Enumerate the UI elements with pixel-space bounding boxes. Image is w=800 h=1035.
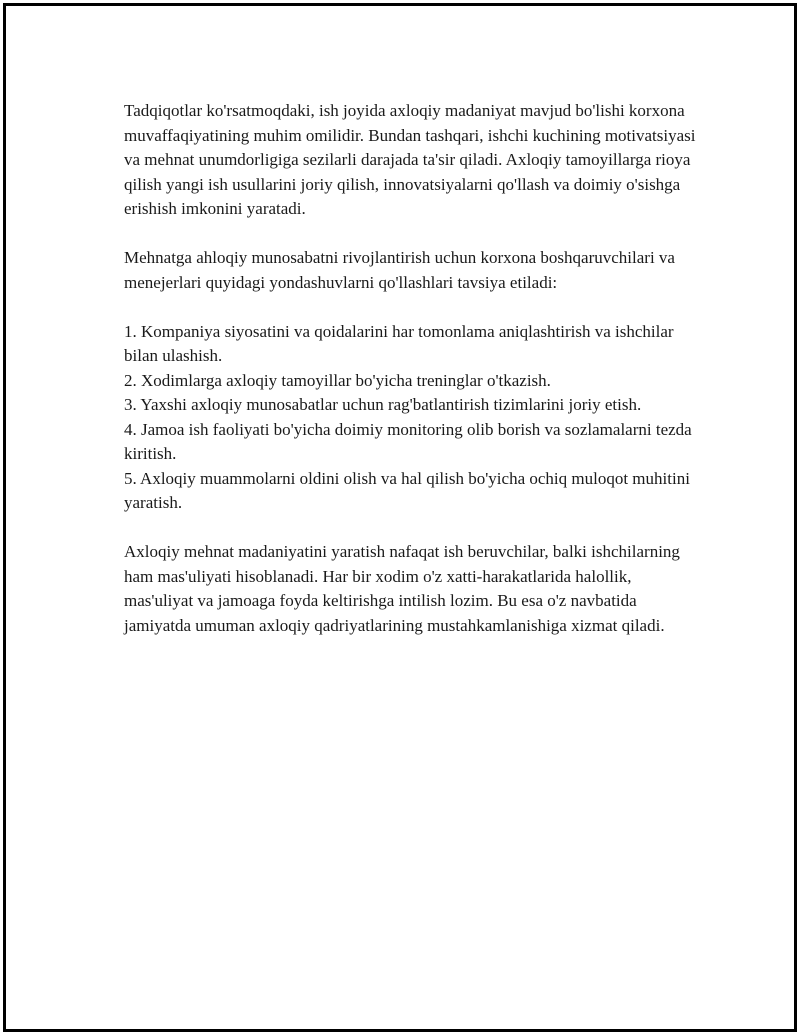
list-item: 4. Jamoa ish faoliyati bo'yicha doimiy monitoring olib borish va sozlamalarni tezda kiritish. (124, 419, 692, 463)
paragraph-closing: Axloqiy mehnat madaniyatini yaratish nafaqat ish beruvchilar, balki ishchilarning ham mas'uliyati hisoblanadi. Har bir xodim o'z xatti-harakatlarida halollik, mas'uliyat va jamoaga foyda keltirishga intilish lozim. Bu esa o'z navbatida jamiyatda umuman axloqiy qadriyatlarining mustahkamlanishiga xizmat qiladi. (124, 542, 680, 635)
list-item: 3. Yaxshi axloqiy munosabatlar uchun rag'batlantirish tizimlarini joriy etish. (124, 395, 642, 414)
paragraph-intro: Tadqiqotlar ko'rsatmoqdaki, ish joyida axloqiy madaniyat mavjud bo'lishi korxona muvaffaqiyatining muhim omilidir. Bundan tashqari, ishchi kuchining motivatsiyasi va mehnat unumdorligiga sezilarli darajada ta'sir qiladi. Axloqiy tamoyillarga rioya qilish yangi ish usullarini joriy qilish, innovatsiyalarni qo'llash va doimiy o'sishga erishish imkonini yaratadi. (124, 101, 696, 218)
paragraph-recommendation: Mehnatga ahloqiy munosabatni rivojlantirish uchun korxona boshqaruvchilari va menejerlari quyidagi yondashuvlarni qo'llashlari tavsiya etiladi: (124, 248, 675, 292)
list-item: 5. Axloqiy muammolarni oldini olish va hal qilish bo'yicha ochiq muloqot muhitini yaratish. (124, 468, 690, 512)
page-frame (3, 3, 797, 1032)
recommendation-list (124, 320, 704, 516)
list-item: 2. Xodimlarga axloqiy tamoyillar bo'yicha treninglar o'tkazish. (124, 370, 551, 390)
list-item: 1. Kompaniya siyosatini va qoidalarini har tomonlama aniqlashtirish va ishchilar bilan ulashish. (124, 321, 674, 365)
document-body (124, 99, 704, 663)
